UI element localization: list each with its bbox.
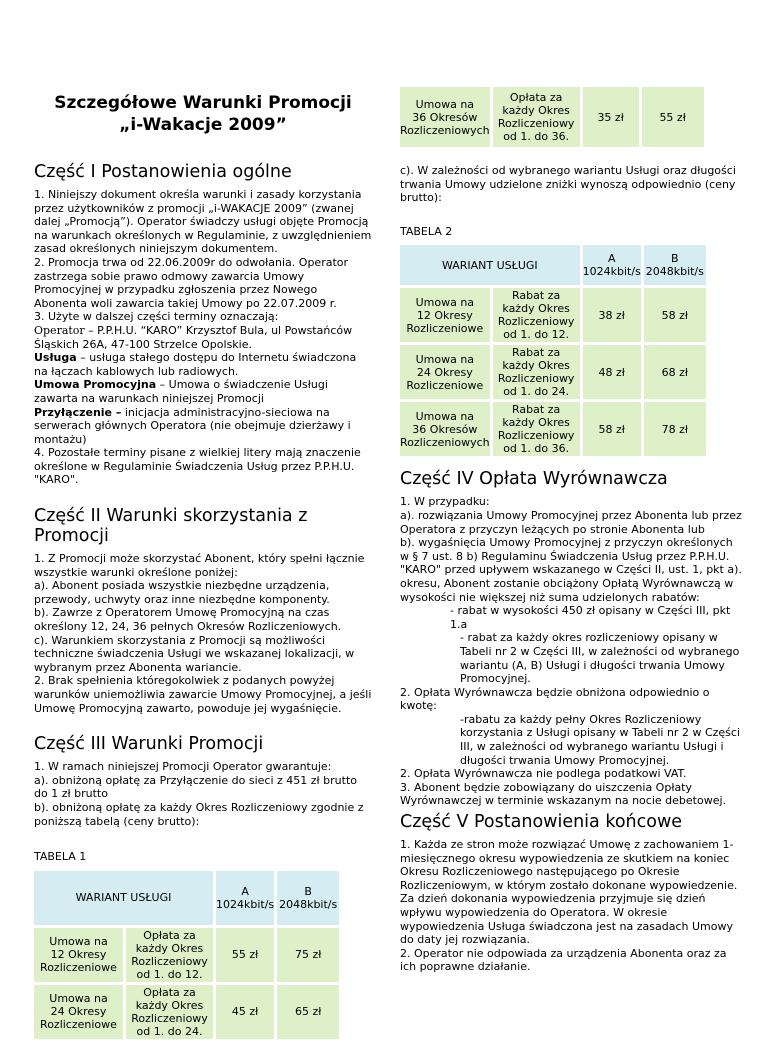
price-a-cell: 45 zł xyxy=(216,985,274,1039)
fee-description-cell: Opłata za każdy Okres Rozliczeniowy od 1. do 12. xyxy=(126,928,213,982)
col-b-header: B 2048kbit/s xyxy=(644,245,706,285)
contract-cell: Umowa na 36 Okresów Rozliczeniowych xyxy=(400,402,490,456)
table-row xyxy=(400,87,704,147)
s2-paragraph-c: c). Warunkiem skorzystania z Promocji są możliwości techniczne świadczenia Usługi we wskazanej lokalizacji, w wybranym przez Abonenta wariancie. xyxy=(34,633,355,674)
col-b-header: B 2048kbit/s xyxy=(277,871,339,925)
section-1-heading: Część I Postanowienia ogólne xyxy=(34,162,292,182)
discount-b-cell: 68 zł xyxy=(644,345,706,399)
definition-term: Przyłączenie – xyxy=(34,405,122,419)
contract-cell: Umowa na 24 Okresy Rozliczeniowe xyxy=(34,985,123,1039)
discount-description-cell: Rabat za każdy Okres Rozliczeniowy od 1. do 24. xyxy=(493,345,580,399)
price-b-cell: 65 zł xyxy=(277,985,339,1039)
document-title xyxy=(34,92,372,136)
s4-item-1: - rabat w wysokości 450 zł opisany w Części III, pkt 1.a xyxy=(450,604,731,631)
table-row xyxy=(34,985,339,1039)
fee-description-cell: Opłata za każdy Okres Rozliczeniowy od 1. do 36. xyxy=(493,87,580,147)
discount-a-cell: 58 zł xyxy=(583,402,641,456)
s3-paragraph-b: b). obniżoną opłatę za każdy Okres Rozliczeniowy zgodnie z poniższą tabelą (ceny brutto): xyxy=(34,800,364,828)
s4-paragraph-1: 1. W przypadku: xyxy=(400,495,490,509)
definition-operator xyxy=(34,324,372,351)
s1-paragraph-2: 2. Promocja trwa od 22.06.2009r do odwołania. Operator zastrzega sobie prawo odmowy zawarcia Umowy Promocyjnej w przypadku zgłoszenia przez Nowego Abonenta woli zawarcia takiej Umowy po 22.07.2009 r. xyxy=(34,255,349,310)
left-column xyxy=(34,88,372,1042)
s4-item-3: -rabatu za każdy pełny Okres Rozliczeniowy korzystania z Usługi opisany w Tabeli nr 2 w Części III, w zależności od wybranego wariantu Usługi i długości trwania Umowy Promocyjnej. xyxy=(460,712,740,767)
discount-a-cell: 38 zł xyxy=(583,288,641,342)
contract-cell: Umowa na 36 Okresów Rozliczeniowych xyxy=(400,87,490,147)
table-1 xyxy=(31,868,342,1042)
table-row xyxy=(400,288,706,342)
s4-item-2: - rabat za każdy okres rozliczeniowy opisany w Tabeli nr 2 w Części III, w zależności od wybranego wariantu (A, B) Usługi i długości trwania Umowy Promocyjnej. xyxy=(460,631,740,686)
variant-header: WARIANT USŁUGI xyxy=(400,245,580,285)
s2-paragraph-a: a). Abonent posiada wszystkie niezbędne urządzenia, przewody, uchwyty oraz inne niezbędne komponenty. xyxy=(34,579,330,606)
table-row xyxy=(400,345,706,399)
definition-text: – usługa stałego dostępu do Internetu świadczona na łączach kablowych lub radiowych. xyxy=(34,351,357,378)
s4-paragraph-2: 2. Opłata Wyrównawcza będzie obniżona odpowiednio o kwotę: xyxy=(400,685,710,713)
discount-a-cell: 48 zł xyxy=(583,345,641,399)
table-2-caption: TABELA 2 xyxy=(400,224,453,238)
price-b-cell: 75 zł xyxy=(277,928,339,982)
contract-cell: Umowa na 24 Okresy Rozliczeniowe xyxy=(400,345,490,399)
table-row xyxy=(34,928,339,982)
title-line-1: Szczegółowe Warunki Promocji xyxy=(54,93,352,113)
discount-description-cell: Rabat za każdy Okres Rozliczeniowy od 1. do 36. xyxy=(493,402,580,456)
s3-paragraph-a: a). obniżoną opłatę za Przyłączenie do sieci z 451 zł brutto do 1 zł brutto xyxy=(34,773,357,801)
definition-usluga xyxy=(34,351,372,378)
col-a-header: A 1024kbit/s xyxy=(583,245,641,285)
definition-text: – P.P.H.U. “KARO” Krzysztof Bula, ul Powstańców Śląskich 26A, 47-100 Strzelce Opolskie. xyxy=(34,323,353,351)
table-1-continued xyxy=(397,84,707,150)
price-a-cell: 35 zł xyxy=(583,87,639,147)
s2-paragraph-1: 1. Z Promocji może skorzystać Abonent, który spełni łącznie wszystkie warunki określone poniżej: xyxy=(34,552,365,579)
discount-b-cell: 78 zł xyxy=(644,402,706,456)
s5-paragraph-1: 1. Każda ze stron może rozwiązać Umowę z zachowaniem 1-miesięcznego okresu wypowiedzenia ze skutkiem na koniec Okresu Rozliczeniowego następującego po Okresie Rozliczeniowym, w którym zostało dokonane wypowiedzenie. Za dzień dokonania wypowiedzenia przyjmuje się dzień wpływu wypowiedzenia do Operatora. W okresie wypowiedzenia Usługa świadczona jest na zasadach Umowy do daty jej rozwiązania. xyxy=(400,838,738,947)
definition-text: inicjacja administracyjno-sieciowa na serwerach głównych Operatora (nie obejmuje dzierżawy i montażu) xyxy=(34,405,351,446)
s1-paragraph-1: 1. Niniejszy dokument określa warunki i zasady korzystania przez użytkowników z promocji „i-WAKACJE 2009” (zwanej dalej „Promocją”). Operator świadczy usługi objęte Promocją na warunkach określonych w Regulaminie, z uwzględnieniem zasad określonych niniejszym dokumentem. xyxy=(34,188,372,256)
discount-description-cell: Rabat za każdy Okres Rozliczeniowy od 1. do 12. xyxy=(493,288,580,342)
section-2-heading: Część II Warunki skorzystania z Promocji xyxy=(34,506,308,547)
variant-header: WARIANT USŁUGI xyxy=(34,871,213,925)
table-header-row xyxy=(34,871,339,925)
fee-description-cell: Opłata za każdy Okres Rozliczeniowy od 1. do 24. xyxy=(126,985,213,1039)
title-line-2: „i-Wakacje 2009” xyxy=(119,115,287,135)
s4-paragraph-a: a). rozwiązania Umowy Promocyjnej przez Abonenta lub przez Operatora z przyczyn leżących po stronie Abonenta lub xyxy=(400,508,742,536)
table-2 xyxy=(397,242,709,459)
price-b-cell: 55 zł xyxy=(642,87,704,147)
definition-term: Umowa Promocyjna xyxy=(34,378,157,392)
s1-paragraph-4: 4. Pozostałe terminy pisane z wielkiej litery mają znaczenie określone w Regulaminie Świadczenia Usług przez P.P.H.U. "KARO". xyxy=(34,446,361,487)
price-a-cell: 55 zł xyxy=(216,928,274,982)
definition-term: Usługa xyxy=(34,351,77,365)
discount-b-cell: 58 zł xyxy=(644,288,706,342)
s3-paragraph-1: 1. W ramach niniejszej Promocji Operator gwarantuje: xyxy=(34,760,332,774)
s4-paragraph-b: b). wygaśnięcia Umowy Promocyjnej z przyczyn określonych w § 7 ust. 8 b) Regulaminu Świadczenia Usług przez P.P.H.U. "KARO" przed upływem wskazanego w Części II, ust. 1, pkt a). okresu, Abonent zostanie obciążony Opłatą Wyrównawczą w wysokości nie większej niż suma udzielonych rabatów: xyxy=(400,536,742,604)
section-5-heading: Część V Postanowienia końcowe xyxy=(400,812,683,833)
s2-paragraph-b: b). Zawrze z Operatorem Umowę Promocyjną na czas określony 12, 24, 36 pełnych Okresów Rozliczeniowych. xyxy=(34,606,342,634)
definition-text: – Umowa o świadczenie Usługi zawarta na warunkach niniejszej Promocji xyxy=(34,378,328,405)
s4-paragraph-4: 3. Abonent będzie zobowiązany do uiszczenia Opłaty Wyrównawczej w terminie wskazanym na nocie debetowej. xyxy=(400,780,727,808)
table-header-row xyxy=(400,245,706,285)
col-a-header: A 1024kbit/s xyxy=(216,871,274,925)
definition-umowa xyxy=(34,378,372,405)
section-4-heading: Część IV Opłata Wyrównawcza xyxy=(400,469,668,490)
right-column xyxy=(400,84,742,974)
s4-paragraph-3: 2. Opłata Wyrównawcza nie podlega podatkowi VAT. xyxy=(400,767,687,781)
contract-cell: Umowa na 12 Okresy Rozliczeniowe xyxy=(34,928,123,982)
definition-term: Operator xyxy=(34,323,85,337)
section-3-heading: Część III Warunki Promocji xyxy=(34,734,264,755)
s5-paragraph-2: 2. Operator nie odpowiada za urządzenia Abonenta oraz za ich poprawne działanie. xyxy=(400,946,727,974)
s3-paragraph-c: c). W zależności od wybranego wariantu Usługi oraz długości trwania Umowy udzielone zniżki wynoszą odpowiednio (ceny brutto): xyxy=(400,164,736,205)
s1-paragraph-3: 3. Użyte w dalszej części terminy oznaczają: xyxy=(34,310,279,324)
definition-przylaczenie xyxy=(34,406,372,447)
contract-cell: Umowa na 12 Okresy Rozliczeniowe xyxy=(400,288,490,342)
table-row xyxy=(400,402,706,456)
s2-paragraph-2: 2. Brak spełnienia któregokolwiek z podanych powyżej warunków uniemożliwia zawarcie Umowy Promocyjnej, a jeśli Umowę Promocyjną zawarto, powoduje jej wygaśnięcie. xyxy=(34,674,372,715)
table-1-caption: TABELA 1 xyxy=(34,850,87,864)
